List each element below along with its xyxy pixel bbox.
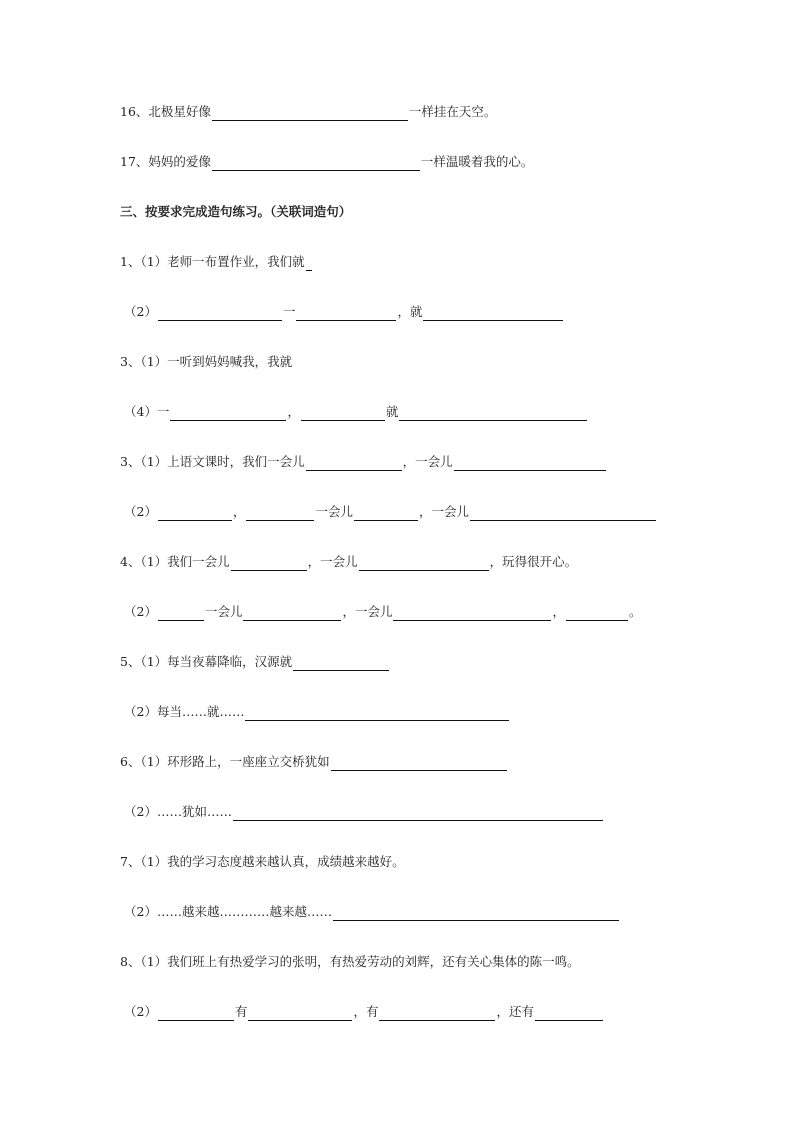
line-text: 三、按要求完成造句练习。（关联词造句） bbox=[120, 204, 352, 219]
line-text: 一会儿 bbox=[315, 504, 353, 519]
line-text: （2） bbox=[124, 1004, 157, 1019]
exercise-line-s6-1 bbox=[120, 753, 508, 771]
answer-blank[interactable] bbox=[158, 1006, 234, 1021]
line-text: （4）一 bbox=[124, 404, 170, 419]
exercise-line-s1-1 bbox=[120, 253, 313, 271]
line-text: 一样挂在天空。 bbox=[408, 104, 497, 119]
line-text: ，有 bbox=[353, 1004, 379, 1019]
answer-blank[interactable] bbox=[399, 406, 587, 421]
exercise-line-s4-1 bbox=[120, 553, 577, 571]
answer-blank[interactable] bbox=[248, 1006, 352, 1021]
answer-blank[interactable] bbox=[243, 606, 341, 621]
exercise-line-s3b-2 bbox=[124, 503, 657, 521]
line-text: ，就 bbox=[397, 304, 423, 319]
exercise-line-s8-2 bbox=[124, 1003, 604, 1021]
line-text: ，还有 bbox=[496, 1004, 534, 1019]
answer-blank[interactable] bbox=[212, 156, 420, 171]
answer-blank[interactable] bbox=[333, 906, 619, 921]
exercise-line-s7-2 bbox=[124, 903, 620, 921]
line-text: 有 bbox=[234, 1004, 248, 1019]
answer-blank[interactable] bbox=[293, 656, 389, 671]
line-text: 一样温暖着我的心。 bbox=[420, 154, 534, 169]
answer-blank[interactable] bbox=[158, 606, 204, 621]
line-text: 一会儿 bbox=[204, 604, 243, 619]
answer-blank[interactable] bbox=[379, 1006, 495, 1021]
line-text: ， bbox=[287, 404, 300, 419]
answer-blank[interactable] bbox=[170, 406, 286, 421]
answer-blank[interactable] bbox=[212, 106, 408, 121]
line-text: 17、妈妈的爱像 bbox=[120, 154, 211, 169]
answer-blank[interactable] bbox=[245, 706, 509, 721]
exercise-line-q16 bbox=[120, 103, 496, 121]
answer-blank[interactable] bbox=[566, 606, 628, 621]
line-text: 5、（1）每当夜幕降临，汉源就 bbox=[120, 654, 293, 669]
exercise-line-s7-1 bbox=[120, 853, 405, 871]
section-heading bbox=[120, 203, 351, 221]
answer-blank[interactable] bbox=[393, 606, 551, 621]
exercise-line-s5-1 bbox=[120, 653, 390, 671]
line-text: 一 bbox=[282, 304, 296, 319]
line-text: （2） bbox=[124, 604, 157, 619]
answer-blank[interactable] bbox=[296, 306, 396, 321]
answer-blank[interactable] bbox=[231, 556, 307, 571]
line-text: （2）每当……就…… bbox=[124, 704, 245, 719]
line-text: （2） bbox=[124, 304, 157, 319]
answer-blank[interactable] bbox=[306, 456, 402, 471]
answer-blank[interactable] bbox=[158, 306, 282, 321]
answer-blank[interactable] bbox=[454, 456, 606, 471]
answer-blank[interactable] bbox=[423, 306, 563, 321]
answer-blank[interactable] bbox=[301, 406, 385, 421]
line-text: 1、（1）老师一布置作业，我们就 bbox=[120, 254, 305, 269]
answer-blank[interactable] bbox=[354, 506, 418, 521]
answer-blank[interactable] bbox=[158, 506, 232, 521]
answer-blank[interactable] bbox=[470, 506, 656, 521]
line-text: ，一会儿 bbox=[402, 454, 453, 469]
answer-blank[interactable] bbox=[306, 256, 312, 271]
line-text: ，一会儿 bbox=[307, 554, 358, 569]
line-text: 3、（1）一听到妈妈喊我，我就 bbox=[120, 354, 293, 369]
exercise-line-s1-2 bbox=[124, 303, 564, 321]
answer-blank[interactable] bbox=[535, 1006, 603, 1021]
line-text: 3、（1）上语文课时，我们一会儿 bbox=[120, 454, 305, 469]
line-text: ， bbox=[232, 504, 246, 519]
answer-blank[interactable] bbox=[233, 806, 603, 821]
line-text: 6、（1）环形路上，一座座立交桥犹如 bbox=[120, 754, 330, 769]
exercise-line-s6-2 bbox=[124, 803, 604, 821]
line-text: 7、（1）我的学习态度越来越认真，成绩越来越好。 bbox=[120, 854, 405, 869]
line-text: ， bbox=[552, 604, 565, 619]
line-text: 就 bbox=[385, 404, 399, 419]
exercise-line-s8-1 bbox=[120, 953, 580, 971]
exercise-line-s5-2 bbox=[124, 703, 510, 721]
line-text: 16、北极星好像 bbox=[120, 104, 211, 119]
exercise-line-s3-4 bbox=[124, 403, 588, 421]
answer-blank[interactable] bbox=[246, 506, 314, 521]
line-text: （2）……犹如…… bbox=[124, 804, 232, 819]
exercise-line-q17 bbox=[120, 153, 533, 171]
line-text: （2） bbox=[124, 504, 157, 519]
line-text: ，玩得很开心。 bbox=[489, 554, 578, 569]
line-text: ，一会儿 bbox=[342, 604, 393, 619]
line-text: （2）……越来越…………越来越…… bbox=[124, 904, 332, 919]
line-text: 。 bbox=[629, 604, 642, 619]
exercise-line-s3b-1 bbox=[120, 453, 607, 471]
line-text: 8、（1）我们班上有热爱学习的张明，有热爱劳动的刘辉，还有关心集体的陈一鸣。 bbox=[120, 954, 580, 969]
answer-blank[interactable] bbox=[359, 556, 489, 571]
line-text: 4、（1）我们一会儿 bbox=[120, 554, 230, 569]
answer-blank[interactable] bbox=[331, 756, 507, 771]
exercise-line-s4-2 bbox=[124, 603, 642, 621]
line-text: ，一会儿 bbox=[418, 504, 469, 519]
exercise-line-s3-1 bbox=[120, 353, 292, 371]
